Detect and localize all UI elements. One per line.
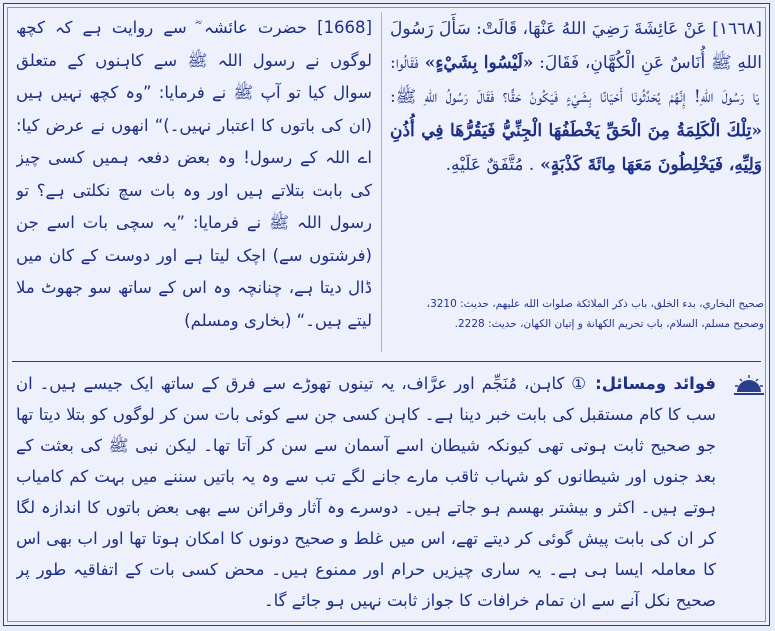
reference-muslim: وصحيح مسلم، السلام، باب تحريم الكهانة و إتيان الكهان، حديث: 2228.: [454, 318, 764, 330]
arabic-intro: عَنْ عَائِشَةَ رَضِيَ اللهُ عَنْهَا، قَالَتْ: سَأَلَ رَسُولَ اللهِ ﷺ أُنَاسٌ عَنِ الْكُهَّانِ، فَقَالَ:: [390, 19, 762, 73]
column-divider: [381, 12, 382, 352]
benefits-and-issues: [16, 368, 716, 620]
urdu-translation: [16, 12, 372, 357]
section-divider: [12, 361, 761, 362]
arabic-quote-2: «تِلْكَ الْكَلِمَةُ مِنَ الْحَقِّ يَخْطَفُهَا الْجِنِّيُّ فَيَقُرُّهَا فِي أُذُنِ وَلِيِّهِ، فَيَخْلِطُونَ مَعَهَا مِائَةَ كَذْبَةٍ»: [390, 121, 762, 175]
arabic-hadith-text: [390, 12, 762, 292]
notes-title: فوائد ومسائل:: [587, 374, 716, 393]
reference-bukhari: صحيح البخاري، بدء الخلق، باب ذكر الملائكة صلوات الله عليهم، حديث: 3210،: [426, 298, 764, 310]
hadith-number-arabic: [١٦٦٨]: [706, 19, 762, 39]
urdu-text: حضرت عائشہ ؓ سے روایت ہے کہ کچھ لوگوں نے رسول اللہ ﷺ سے کاہنوں کے متعلق سوال کیا تو آپ ﷺ نے فرمایا: ”وہ کچھ نہیں ہیں (ان کی باتوں کا اعتبار نہیں۔)“ انھوں نے عرض کیا: اے اللہ کے رسول! وہ بعض دفعہ ہمیں کسی چیز کی بابت بتلاتے ہیں اور وہ بات سچ نکلتی ہے؟ تو رسول اللہ ﷺ نے فرمایا: ”یہ سچی بات اسے جن (فرشتوں سے) اچک لیتا ہے اور دوست کے کان میں ڈال دیتا ہے، چنانچہ وہ اس کے ساتھ سو جھوٹ ملا لیتے ہیں۔“: [16, 18, 372, 330]
hadith-number-urdu: [1668]: [307, 18, 372, 37]
arabic-closing: . مُتَّفَقٌ عَلَيْهِ.: [445, 155, 535, 175]
document-page: [3, 3, 770, 626]
arabic-quote-1: «لَيْسُوا بِشَيْءٍ»: [418, 53, 534, 73]
sunrise-icon: [734, 374, 764, 396]
urdu-source: (بخاری ومسلم): [184, 310, 292, 330]
notes-text: ① کاہن، مُنَجِّم اور عرَّاف، یہ تینوں تھوڑے سے فرق کے ساتھ ایک جیسے ہیں۔ ان سب کا کام مستقبل کی بابت خبر دینا ہے۔ کاہن کسی جن سے کوئی بات سن کر لوگوں کو بتلا دیتا تھا جو صحیح ثابت ہوتی تھی کیونکہ شیطان اسے آسمان سے سن کر آتا تھا۔ لیکن نبی ﷺ کی بعثت کے بعد جنوں اور شیطانوں کو شہاب ثاقب مارے جانے لگے تب سے وہ یہ باتیں سننے میں بہت کم کامیاب ہوتے ہیں۔ اکثر و بیشتر بھسم ہو جاتے ہیں۔ دوسرے وہ آثار وقرائن سے بھی بعض باتوں کا اندازہ لگا کر ان کی بابت پیش گوئی کر دیتے تھے، اس میں غلط و صحیح دونوں کا امکان ہوتا تھا اور اب بھی اس کا معاملہ ایسا ہی ہے۔ یہ ساری چیزیں حرام اور ممنوع ہیں۔ محض کسی بات کے اتفاقیہ طور پر صحیح نکل آنے سے ان تمام خرافات کا جواز ثابت نہیں ہو جائے گا۔: [16, 374, 716, 610]
arabic-middle: فَقَالُوا: يَا رَسُولَ اللهِ! إِنَّهُمْ يُحَدِّثُونَا أَحْيَانًا بِشَيْءٍ فَيَكُونُ حَقًّا؟ فَقَالَ رَسُولُ اللهِ ﷺ:: [390, 53, 760, 107]
hadith-references: [384, 294, 764, 350]
